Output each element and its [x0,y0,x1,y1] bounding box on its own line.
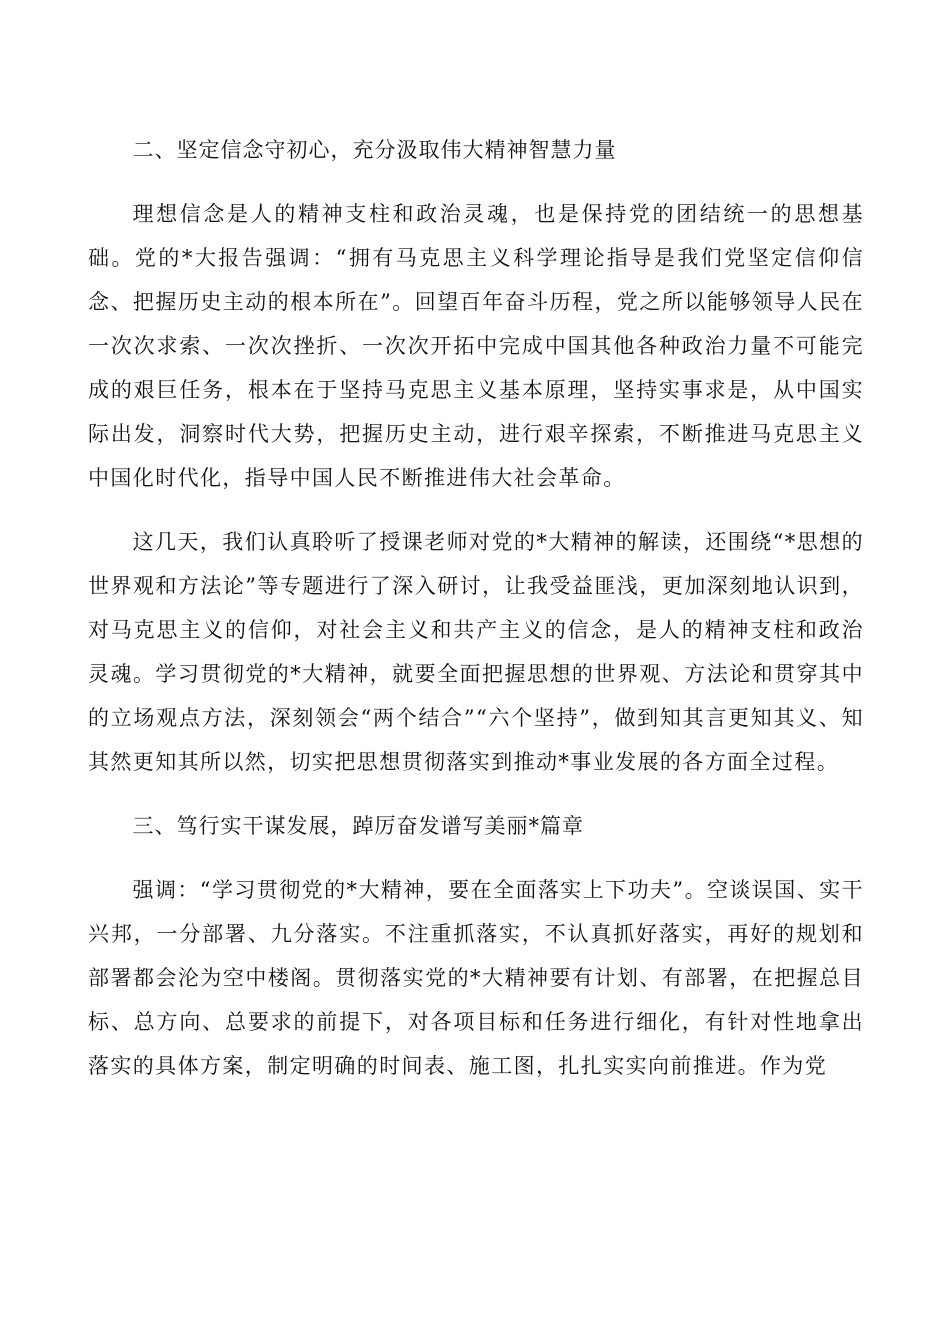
section-heading-3: 三、笃行实干谋发展，踔厉奋发谱写美丽*篇章 [132,814,585,838]
document-body [88,128,864,1088]
body-paragraph-2: 这几天，我们认真聆听了授课老师对党的*大精神的解读，还围绕“*思想的世界观和方法论”等专题进行了深入研讨，让我受益匪浅，更加深刻地认识到，对马克思主义的信仰，对社会主义和共产主义的信念，是人的精神支柱和政治灵魂。学习贯彻党的*大精神，就要全面把握思想的世界观、方法论和贯穿其中的立场观点方法，深刻领会“两个结合”“六个坚持”，做到知其言更知其义、知其然更知其所以然，切实把思想贯彻落实到推动*事业发展的各方面全过程。 [88,530,864,774]
body-paragraph-1: 理想信念是人的精神支柱和政治灵魂，也是保持党的团结统一的思想基础。党的*大报告强调：“拥有马克思主义科学理论指导是我们党坚定信仰信念、把握历史主动的根本所在”。回望百年奋斗历程，党之所以能够领导人民在一次次求索、一次次挫折、一次次开拓中完成中国其他各种政治力量不可能完成的艰巨任务，根本在于坚持马克思主义基本原理，坚持实事求是，从中国实际出发，洞察时代大势，把握历史主动，进行艰辛探索，不断推进马克思主义中国化时代化，指导中国人民不断推进伟大社会革命。 [88,202,864,490]
section-heading-2: 二、坚定信念守初心，充分汲取伟大精神智慧力量 [132,138,617,162]
body-paragraph-3: 强调：“学习贯彻党的*大精神，要在全面落实上下功夫”。空谈误国、实干兴邦，一分部署、九分落实。不注重抓落实，不认真抓好落实，再好的规划和部署都会沦为空中楼阁。贯彻落实党的*大精神要有计划、有部署，在把握总目标、总方向、总要求的前提下，对各项目标和任务进行细化，有针对性地拿出落实的具体方案，制定明确的时间表、施工图，扎扎实实向前推进。作为党 [88,878,864,1078]
